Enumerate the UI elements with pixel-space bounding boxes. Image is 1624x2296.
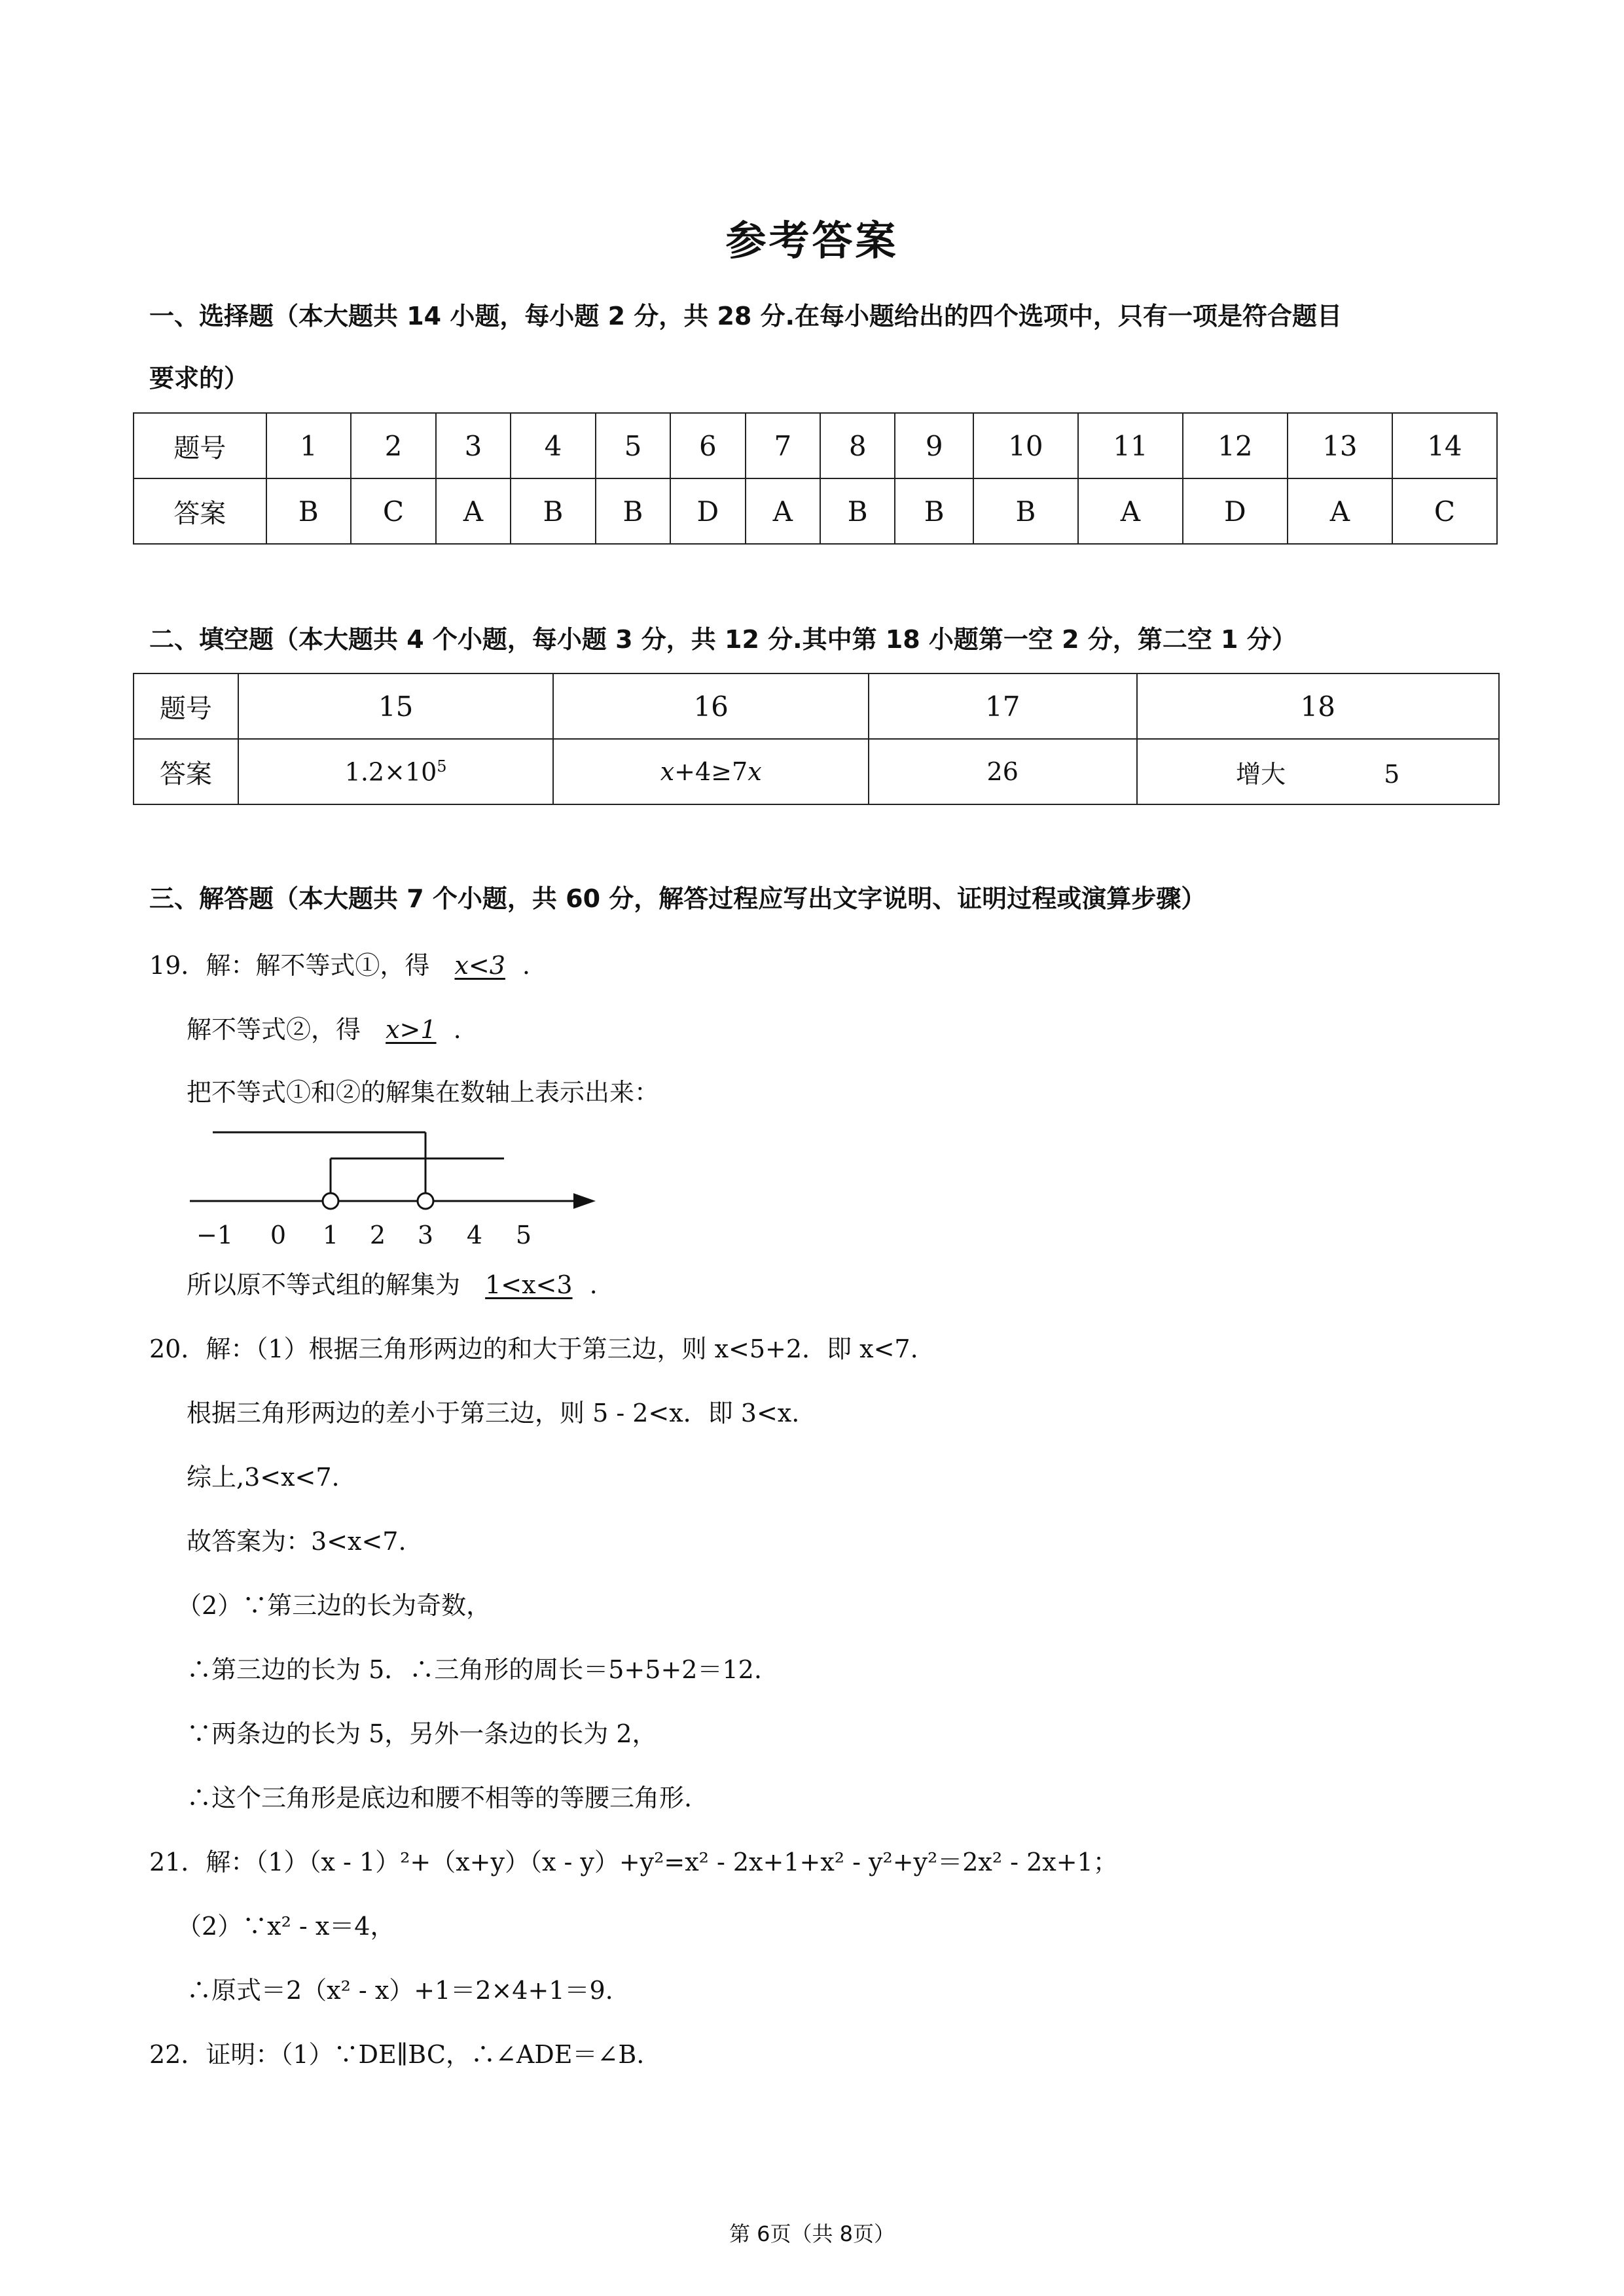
question-number: 5 — [596, 413, 670, 478]
q19-line1-answer-text: x<3 — [454, 951, 505, 980]
q19-line2-end: . — [453, 1015, 461, 1044]
question-number: 15 — [238, 673, 554, 739]
answer-cell: B — [511, 478, 596, 544]
answer-cell: B — [266, 478, 352, 544]
answer-cell: B — [596, 478, 670, 544]
q21-line2: （2）∵x² - x＝4， — [177, 1912, 395, 1941]
section3-heading: 三、解答题（本大题共 7 个小题，共 60 分，解答过程应写出文字说明、证明过程或演算步骤） — [149, 884, 1206, 913]
q19-line4-text: 所以原不等式组的解集为 — [187, 1270, 461, 1299]
q21-line1: 21．解：（1）（x - 1）²+（x+y）（x - y）+y²=x² - 2x+1+x² - y²+y²＝2x² - 2x+1； — [149, 1848, 1118, 1876]
axis-label: 3 — [417, 1221, 434, 1249]
answer-15 — [238, 739, 554, 804]
answer-cell: B — [820, 478, 895, 544]
question-number: 4 — [511, 413, 596, 478]
q22-line1: 22．证明：（1）∵DE∥BC，∴∠ADE＝∠B. — [149, 2040, 645, 2069]
q19-line4-answer-text: 1<x<3 — [485, 1270, 573, 1299]
q19-line1-answer — [437, 951, 522, 980]
section2-heading: 二、填空题（本大题共 4 个小题，每小题 3 分，共 12 分.其中第 18 小题第一空 2 分，第二空 1 分） — [149, 625, 1297, 654]
question-number: 14 — [1392, 413, 1497, 478]
fill-answer-row — [134, 739, 1499, 804]
section1-heading-line1: 一、选择题（本大题共 14 小题，每小题 2 分，共 28 分.在每小题给出的四个选项中，只有一项是符合题目 — [149, 302, 1343, 331]
q19-line3: 把不等式①和②的解集在数轴上表示出来： — [187, 1078, 660, 1107]
answer-15-exponent: 5 — [437, 757, 447, 776]
q19-line1 — [149, 949, 530, 982]
axis-label: 0 — [270, 1221, 287, 1249]
question-number: 11 — [1078, 413, 1183, 478]
q20-line4: 故答案为：3<x<7. — [187, 1527, 406, 1556]
page-footer: 第 6页（共 8页） — [729, 2221, 895, 2246]
axis-label: 5 — [515, 1221, 532, 1249]
fill-number-row — [134, 673, 1499, 739]
answer-cell: A — [746, 478, 820, 544]
q20-line7: ∵两条边的长为 5，另外一条边的长为 2， — [187, 1719, 657, 1748]
q20-line3: 综上,3<x<7. — [187, 1463, 340, 1492]
axis-label: 4 — [466, 1221, 483, 1249]
question-number: 10 — [973, 413, 1078, 478]
axis-arrow-icon — [573, 1193, 596, 1209]
q19-line2 — [187, 1013, 461, 1046]
q20-line8: ∴这个三角形是底边和腰不相等的等腰三角形. — [187, 1784, 693, 1812]
axis-label: 2 — [369, 1221, 386, 1249]
section1-heading-line2: 要求的） — [149, 364, 249, 393]
answer-cell: B — [973, 478, 1078, 544]
question-number: 9 — [895, 413, 973, 478]
answer-17: 26 — [869, 739, 1137, 804]
question-number: 12 — [1183, 413, 1288, 478]
q19-line1-text: 19．解：解不等式①，得 — [149, 951, 430, 980]
answer-16 — [553, 739, 869, 804]
question-number: 7 — [746, 413, 820, 478]
q19-line1-end: . — [522, 951, 530, 980]
q19-line4-answer — [468, 1270, 589, 1299]
question-number: 3 — [436, 413, 511, 478]
variable-x: x — [660, 757, 675, 786]
q19-line2-answer — [369, 1015, 453, 1044]
q19-line2-text: 解不等式②，得 — [187, 1015, 361, 1044]
answer-cell: D — [670, 478, 745, 544]
answer-cell: A — [436, 478, 511, 544]
choice-number-row — [134, 413, 1497, 478]
answer-cell: C — [1392, 478, 1497, 544]
question-number: 17 — [869, 673, 1137, 739]
answer-18-part1: 增大 — [1236, 759, 1286, 789]
question-number: 2 — [351, 413, 436, 478]
q20-line6: ∴第三边的长为 5．∴三角形的周长＝5+5+2＝12. — [187, 1655, 762, 1684]
axis-label: 1 — [322, 1221, 339, 1249]
choice-answer-row — [134, 478, 1497, 544]
open-point-3 — [418, 1193, 433, 1209]
question-number: 8 — [820, 413, 895, 478]
answer-cell: A — [1288, 478, 1392, 544]
question-number: 18 — [1137, 673, 1500, 739]
fill-answer-table — [133, 673, 1500, 805]
page-title: 参考答案 — [725, 217, 899, 264]
question-number: 6 — [670, 413, 745, 478]
row-label: 题号 — [134, 413, 266, 478]
q21-line3: ∴原式＝2（x² - x）+1＝2×4+1＝9. — [187, 1976, 613, 2005]
question-number: 13 — [1288, 413, 1392, 478]
q19-line4-end: . — [589, 1270, 598, 1299]
question-number: 16 — [553, 673, 869, 739]
answer-cell: B — [895, 478, 973, 544]
q19-line4 — [187, 1268, 598, 1301]
answer-16-mid: +4≥7 — [674, 757, 748, 786]
answer-18-part2: 5 — [1384, 759, 1400, 789]
question-number: 1 — [266, 413, 352, 478]
row-label: 题号 — [134, 673, 238, 739]
q20-line1: 20．解：（1）根据三角形两边的和大于第三边，则 x<5+2．即 x<7. — [149, 1335, 918, 1363]
row-label: 答案 — [134, 478, 266, 544]
answer-15-base: 1.2×10 — [344, 757, 437, 787]
q20-line2: 根据三角形两边的差小于第三边，则 5 - 2<x．即 3<x. — [187, 1399, 800, 1427]
answer-cell: A — [1078, 478, 1183, 544]
axis-label: −1 — [196, 1221, 234, 1249]
q20-line5: （2）∵第三边的长为奇数， — [177, 1591, 492, 1620]
answer-cell: D — [1183, 478, 1288, 544]
answer-18 — [1137, 739, 1500, 804]
answer-cell: C — [351, 478, 436, 544]
q19-line2-answer-text: x>1 — [386, 1015, 437, 1044]
row-label: 答案 — [134, 739, 238, 804]
choice-answer-table — [133, 412, 1498, 545]
open-point-1 — [323, 1193, 338, 1209]
variable-x: x — [748, 757, 762, 786]
